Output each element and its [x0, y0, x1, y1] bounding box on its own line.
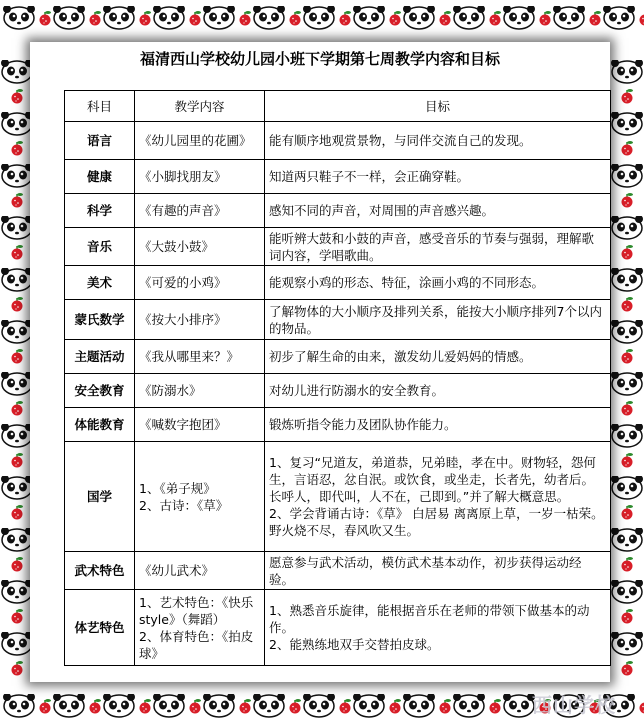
panda-icon — [402, 694, 436, 718]
subject-cell: 蒙氏数学 — [65, 300, 135, 340]
goal-cell: 对幼儿进行防溺水的安全教育。 — [265, 374, 611, 408]
table-row — [65, 266, 611, 300]
table-row — [65, 194, 611, 228]
panda-icon — [602, 6, 636, 30]
cherry-icon — [138, 698, 152, 714]
panda-icon — [502, 6, 536, 30]
goal-cell: 能听辨大鼓和小鼓的声音，感受音乐的节奏与强弱，理解歌词内容，学唱歌曲。 — [265, 228, 611, 266]
panda-icon — [252, 6, 286, 30]
content-cell: 《幼儿武术》 — [135, 552, 265, 590]
panda-icon — [152, 6, 186, 30]
cherry-icon — [620, 608, 634, 624]
panda-icon — [610, 268, 644, 292]
panda-icon — [0, 112, 34, 136]
cherry-icon — [488, 698, 502, 714]
panda-icon — [102, 6, 136, 30]
cherry-icon — [38, 698, 52, 714]
cherry-icon — [38, 10, 52, 26]
cherry-icon — [338, 698, 352, 714]
content-cell: 《有趣的声音》 — [135, 194, 265, 228]
cherry-icon — [438, 698, 452, 714]
panda-icon — [202, 6, 236, 30]
table-row — [65, 228, 611, 266]
content-cell: 《喊数字抱团》 — [135, 408, 265, 442]
subject-cell: 体能教育 — [65, 408, 135, 442]
panda-icon — [610, 424, 644, 448]
cherry-icon — [620, 348, 634, 364]
teaching-plan-table — [64, 90, 611, 666]
content-cell: 1、《弟子规》 2、古诗：《草》 — [135, 442, 265, 552]
content-cell: 《幼儿园里的花圃》 — [135, 122, 265, 160]
table-row — [65, 340, 611, 374]
goal-cell: 愿意参与武术活动，模仿武术基本动作，初步获得运动经验。 — [265, 552, 611, 590]
cherry-icon — [620, 556, 634, 572]
panda-icon — [0, 580, 34, 604]
cherry-icon — [620, 400, 634, 416]
subject-cell: 语言 — [65, 122, 135, 160]
goal-cell: 能观察小鸡的形态、特征，涂画小鸡的不同形态。 — [265, 266, 611, 300]
subject-cell: 科学 — [65, 194, 135, 228]
panda-icon — [52, 694, 86, 718]
table-row — [65, 590, 611, 666]
cherry-icon — [620, 504, 634, 520]
subject-cell: 音乐 — [65, 228, 135, 266]
table-row — [65, 374, 611, 408]
cherry-icon — [10, 660, 24, 676]
header-content: 教学内容 — [135, 91, 265, 122]
panda-icon — [610, 112, 644, 136]
panda-icon — [0, 372, 34, 396]
cherry-icon — [138, 10, 152, 26]
panda-icon — [452, 6, 486, 30]
teaching-plan-card — [30, 42, 610, 682]
panda-icon — [302, 694, 336, 718]
table-row — [65, 552, 611, 590]
panda-icon — [302, 6, 336, 30]
cherry-icon — [10, 192, 24, 208]
cherry-icon — [588, 10, 602, 26]
panda-icon — [610, 60, 644, 84]
panda-icon — [0, 164, 34, 188]
table-row — [65, 122, 611, 160]
panda-icon — [0, 268, 34, 292]
panda-icon — [52, 6, 86, 30]
panda-icon — [0, 60, 34, 84]
panda-icon — [610, 632, 644, 656]
subject-cell: 美术 — [65, 266, 135, 300]
subject-cell: 武术特色 — [65, 552, 135, 590]
content-cell: 《大鼓小鼓》 — [135, 228, 265, 266]
page-title: 福清西山学校幼儿园小班下学期第七周教学内容和目标 — [139, 50, 500, 68]
cherry-icon — [620, 660, 634, 676]
watermark-logo: 西山学校 — [532, 693, 616, 717]
cherry-icon — [188, 698, 202, 714]
cherry-icon — [620, 296, 634, 312]
panda-icon — [202, 694, 236, 718]
goal-cell: 1、熟悉音乐旋律，能根据音乐在老师的带领下做基本的动作。 2、能熟练地双手交替拍皮球。 — [265, 590, 611, 666]
cherry-icon — [10, 556, 24, 572]
panda-icon — [152, 694, 186, 718]
goal-cell: 锻炼听指令能力及团队协作能力。 — [265, 408, 611, 442]
panda-icon — [0, 632, 34, 656]
content-cell: 《防溺水》 — [135, 374, 265, 408]
cherry-icon — [388, 698, 402, 714]
panda-icon — [252, 694, 286, 718]
cherry-icon — [238, 698, 252, 714]
panda-icon — [502, 694, 536, 718]
cherry-icon — [10, 608, 24, 624]
header-goal: 目标 — [265, 91, 611, 122]
cherry-icon — [620, 140, 634, 156]
subject-cell: 健康 — [65, 160, 135, 194]
panda-icon — [610, 580, 644, 604]
panda-icon — [0, 528, 34, 552]
panda-icon — [102, 694, 136, 718]
panda-icon — [0, 320, 34, 344]
cherry-icon — [388, 10, 402, 26]
cherry-icon — [488, 10, 502, 26]
cherry-icon — [188, 10, 202, 26]
cherry-icon — [620, 192, 634, 208]
subject-cell: 主题活动 — [65, 340, 135, 374]
cherry-icon — [620, 88, 634, 104]
table-row — [65, 442, 611, 552]
goal-cell: 感知不同的声音，对周围的声音感兴趣。 — [265, 194, 611, 228]
panda-icon — [352, 6, 386, 30]
content-cell: 《我从哪里来？》 — [135, 340, 265, 374]
goal-cell: 初步了解生命的由来，激发幼儿爱妈妈的情感。 — [265, 340, 611, 374]
cherry-icon — [10, 400, 24, 416]
panda-icon — [352, 694, 386, 718]
panda-icon — [2, 6, 36, 30]
goal-cell: 能有顺序地观赏景物，与同伴交流自己的发现。 — [265, 122, 611, 160]
panda-icon — [452, 694, 486, 718]
cherry-icon — [620, 244, 634, 260]
panda-icon — [610, 476, 644, 500]
content-cell: 《小脚找朋友》 — [135, 160, 265, 194]
cherry-icon — [288, 10, 302, 26]
table-header-row — [65, 91, 611, 122]
cherry-icon — [638, 10, 644, 26]
cherry-icon — [10, 296, 24, 312]
cherry-icon — [238, 10, 252, 26]
cherry-icon — [88, 698, 102, 714]
table-row — [65, 160, 611, 194]
panda-icon — [0, 424, 34, 448]
subject-cell: 体艺特色 — [65, 590, 135, 666]
goal-cell: 了解物体的大小顺序及排列关系，能按大小顺序排列7个以内的物品。 — [265, 300, 611, 340]
panda-icon — [610, 216, 644, 240]
cherry-icon — [10, 244, 24, 260]
panda-icon — [610, 164, 644, 188]
goal-cell: 1、复习“兄道友，弟道恭，兄弟睦，孝在中。财物轻，怨何生，言语忍，忿自泯。或饮食，或坐走，长者先，幼者后。长呼人，即代叫，人不在，己即到。”并了解大概意思。 2、学会背诵古诗：《草》 白居易 离离原上草，一岁一枯荣。野火烧不尽，春风吹又生。 — [265, 442, 611, 552]
cherry-icon — [10, 452, 24, 468]
content-cell: 《按大小排序》 — [135, 300, 265, 340]
content-cell: 《可爱的小鸡》 — [135, 266, 265, 300]
panda-icon — [610, 372, 644, 396]
cherry-icon — [10, 140, 24, 156]
cherry-icon — [10, 88, 24, 104]
panda-icon — [2, 694, 36, 718]
cherry-icon — [10, 348, 24, 364]
cherry-icon — [638, 698, 644, 714]
cherry-icon — [288, 698, 302, 714]
content-cell: 1、艺术特色：《快乐 style》（舞蹈） 2、体育特色：《拍皮球》 — [135, 590, 265, 666]
header-subject: 科目 — [65, 91, 135, 122]
panda-icon — [402, 6, 436, 30]
panda-icon — [0, 216, 34, 240]
cherry-icon — [10, 504, 24, 520]
cherry-icon — [438, 10, 452, 26]
panda-icon — [552, 6, 586, 30]
table-row — [65, 408, 611, 442]
panda-icon — [0, 476, 34, 500]
subject-cell: 安全教育 — [65, 374, 135, 408]
cherry-icon — [338, 10, 352, 26]
cherry-icon — [538, 10, 552, 26]
cherry-icon — [620, 452, 634, 468]
cherry-icon — [88, 10, 102, 26]
panda-icon — [610, 528, 644, 552]
goal-cell: 知道两只鞋子不一样，会正确穿鞋。 — [265, 160, 611, 194]
table-row — [65, 300, 611, 340]
subject-cell: 国学 — [65, 442, 135, 552]
panda-icon — [610, 320, 644, 344]
